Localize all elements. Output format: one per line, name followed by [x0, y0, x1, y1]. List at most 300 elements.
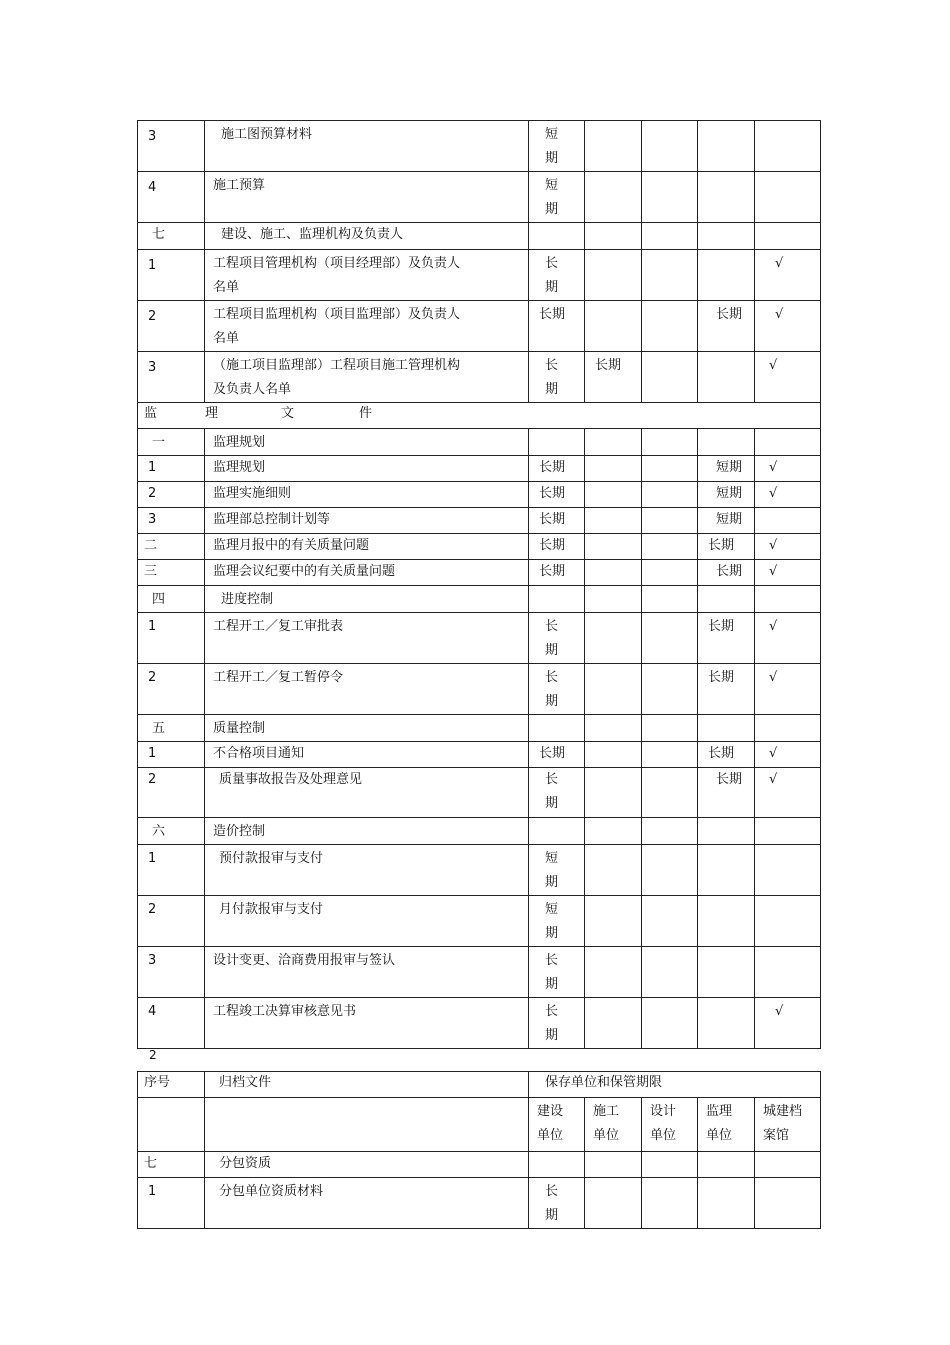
- city-archive-cell: [755, 429, 821, 456]
- seq-cell: [138, 715, 205, 742]
- doc-name-cell: [205, 456, 529, 482]
- supervisor-cell: [698, 508, 755, 534]
- cell-text: 长期: [716, 772, 743, 787]
- doc-name-cell: [205, 715, 529, 742]
- cell-text: 工程竣工决算审核意见书: [213, 1004, 357, 1019]
- cell-text: 长 期: [545, 256, 559, 295]
- cell-text: √: [775, 1004, 784, 1019]
- city-archive-cell: [755, 896, 821, 947]
- cell-text: （施工项目监理部）工程项目施工管理机构 及负责人名单: [213, 358, 461, 397]
- constructor-cell: [585, 223, 642, 250]
- builder-cell: [529, 301, 585, 352]
- cell-text: 监理规划: [213, 435, 266, 450]
- subheader-designer: 设计 单位: [642, 1098, 698, 1152]
- supervisor-cell: [698, 586, 755, 613]
- builder-cell: [529, 352, 585, 403]
- table-row: [138, 715, 821, 742]
- builder-cell: [529, 121, 585, 172]
- doc-name-cell: [205, 172, 529, 223]
- designer-cell: [642, 301, 698, 352]
- builder-cell: [529, 534, 585, 560]
- doc-name-cell: [205, 250, 529, 301]
- cell-text: 工程项目监理机构（项目监理部）及负责人 名单: [213, 307, 461, 346]
- cell-text: 3: [148, 953, 157, 968]
- cell-text: 1: [148, 258, 157, 273]
- builder-cell: [529, 250, 585, 301]
- cell-text: 长期: [539, 512, 566, 527]
- doc-name-cell: [205, 1178, 529, 1229]
- city-archive-cell: [755, 301, 821, 352]
- constructor-cell: [585, 1178, 642, 1229]
- supervisor-cell: [698, 845, 755, 896]
- cell-text: 短 期: [545, 902, 559, 941]
- cell-text: 七: [152, 227, 166, 242]
- builder-cell: [529, 664, 585, 715]
- cell-text: 监理部总控制计划等: [213, 512, 331, 527]
- builder-cell: [529, 896, 585, 947]
- cell-text: 四: [152, 592, 166, 607]
- cell-text: √: [769, 619, 778, 634]
- supervisor-cell: [698, 121, 755, 172]
- subheader-constructor: 施工 单位: [585, 1098, 642, 1152]
- cell-text: 长 期: [545, 1184, 559, 1223]
- designer-cell: [642, 250, 698, 301]
- seq-cell: [138, 508, 205, 534]
- seq-cell: [138, 250, 205, 301]
- cell-text: 短期: [716, 486, 743, 501]
- cell-text: 五: [152, 721, 166, 736]
- supervisor-cell: [698, 352, 755, 403]
- cell-text: 短 期: [545, 127, 559, 166]
- city-archive-cell: [755, 121, 821, 172]
- cell-text: 长期: [708, 746, 735, 761]
- doc-name-cell: [205, 768, 529, 818]
- designer-cell: [642, 947, 698, 998]
- retention-table-2: [137, 1071, 821, 1229]
- table-row: [138, 818, 821, 845]
- constructor-cell: [585, 613, 642, 664]
- cell-text: 短期: [716, 460, 743, 475]
- table-row: [138, 664, 821, 715]
- cell-text: √: [769, 486, 778, 501]
- table-row: [138, 250, 821, 301]
- cell-text: 1: [148, 746, 157, 761]
- doc-name-cell: [205, 482, 529, 508]
- city-archive-cell: [755, 768, 821, 818]
- section-title: [138, 403, 821, 429]
- builder-cell: [529, 768, 585, 818]
- subheader-row: [138, 1098, 821, 1152]
- cell-text: 2: [148, 772, 157, 787]
- supervisor-cell: [698, 947, 755, 998]
- supervisor-cell: [698, 1178, 755, 1229]
- cell-text: 六: [152, 824, 166, 839]
- header-seq: 序号: [138, 1072, 205, 1098]
- supervisor-cell: [698, 301, 755, 352]
- builder-cell: [529, 715, 585, 742]
- seq-cell: [138, 429, 205, 456]
- city-archive-cell: [755, 352, 821, 403]
- doc-name-cell: [205, 352, 529, 403]
- cell-text: 短 期: [545, 851, 559, 890]
- seq-cell: [138, 301, 205, 352]
- table-row: [138, 742, 821, 768]
- city-archive-cell: [755, 482, 821, 508]
- table-row: [138, 508, 821, 534]
- cell-text: √: [769, 358, 778, 373]
- retention-table-1: [137, 120, 821, 1049]
- builder-cell: [529, 560, 585, 586]
- table-row: [138, 998, 821, 1049]
- table-row: [138, 896, 821, 947]
- cell-text: 长 期: [545, 1004, 559, 1043]
- table-row: [138, 223, 821, 250]
- table-row: [138, 121, 821, 172]
- cell-text: √: [775, 256, 784, 271]
- seq-cell: [138, 947, 205, 998]
- cell-text: 长期: [716, 307, 743, 322]
- header-archive-doc: 归档文件: [205, 1072, 529, 1098]
- cell-text: 建设、施工、监理机构及负责人: [221, 227, 404, 242]
- seq-cell: [138, 1152, 205, 1178]
- supervisor-cell: [698, 456, 755, 482]
- designer-cell: [642, 482, 698, 508]
- doc-name-cell: [205, 223, 529, 250]
- constructor-cell: [585, 508, 642, 534]
- seq-cell: [138, 456, 205, 482]
- city-archive-cell: [755, 250, 821, 301]
- builder-cell: [529, 998, 585, 1049]
- cell-text: 1: [148, 1184, 157, 1199]
- supervisor-cell: [698, 998, 755, 1049]
- doc-name-cell: [205, 947, 529, 998]
- builder-cell: [529, 586, 585, 613]
- city-archive-cell: [755, 845, 821, 896]
- section-char: 文: [281, 406, 295, 421]
- constructor-cell: [585, 664, 642, 715]
- cell-text: 施工预算: [213, 178, 266, 193]
- cell-text: 月付款报审与支付: [219, 902, 324, 917]
- seq-cell: [138, 742, 205, 768]
- cell-text: 长期: [539, 460, 566, 475]
- table-row: [138, 301, 821, 352]
- cell-text: 4: [148, 1004, 157, 1019]
- city-archive-cell: [755, 947, 821, 998]
- constructor-cell: [585, 845, 642, 896]
- city-archive-cell: [755, 1152, 821, 1178]
- builder-cell: [529, 172, 585, 223]
- cell-text: 监理会议纪要中的有关质量问题: [213, 564, 396, 579]
- constructor-cell: [585, 947, 642, 998]
- supervisor-cell: [698, 172, 755, 223]
- builder-cell: [529, 1152, 585, 1178]
- designer-cell: [642, 1178, 698, 1229]
- designer-cell: [642, 121, 698, 172]
- supervisor-cell: [698, 613, 755, 664]
- supervisor-cell: [698, 664, 755, 715]
- cell-text: 长期: [708, 538, 735, 553]
- cell-text: √: [775, 307, 784, 322]
- designer-cell: [642, 896, 698, 947]
- doc-name-cell: [205, 429, 529, 456]
- city-archive-cell: [755, 613, 821, 664]
- cell-text: 一: [152, 435, 166, 450]
- cell-text: 长 期: [545, 619, 559, 658]
- table-row: [138, 947, 821, 998]
- section-char: 理: [205, 406, 219, 421]
- doc-name-cell: [205, 508, 529, 534]
- cell-text: 三: [144, 564, 158, 579]
- seq-cell: [138, 768, 205, 818]
- designer-cell: [642, 429, 698, 456]
- cell-text: 长期: [539, 564, 566, 579]
- doc-name-cell: [205, 818, 529, 845]
- designer-cell: [642, 845, 698, 896]
- builder-cell: [529, 223, 585, 250]
- seq-cell: [138, 896, 205, 947]
- table-row: [138, 534, 821, 560]
- cell-text: 监理月报中的有关质量问题: [213, 538, 370, 553]
- supervisor-cell: [698, 715, 755, 742]
- builder-cell: [529, 429, 585, 456]
- seq-cell: [138, 560, 205, 586]
- table-row: [138, 845, 821, 896]
- builder-cell: [529, 818, 585, 845]
- cell-text: 施工图预算材料: [221, 127, 313, 142]
- constructor-cell: [585, 818, 642, 845]
- table-row: [138, 768, 821, 818]
- constructor-cell: [585, 896, 642, 947]
- cell-text: 七: [144, 1156, 158, 1171]
- cell-text: 1: [148, 851, 157, 866]
- doc-name-cell: [205, 998, 529, 1049]
- city-archive-cell: [755, 456, 821, 482]
- doc-name-cell: [205, 613, 529, 664]
- designer-cell: [642, 223, 698, 250]
- cell-text: 工程开工／复工暂停令: [213, 670, 344, 685]
- cell-text: 2: [148, 670, 157, 685]
- doc-name-cell: [205, 586, 529, 613]
- city-archive-cell: [755, 715, 821, 742]
- table-row: [138, 560, 821, 586]
- designer-cell: [642, 508, 698, 534]
- city-archive-cell: [755, 1178, 821, 1229]
- cell-text: 分包单位资质材料: [219, 1184, 324, 1199]
- constructor-cell: [585, 998, 642, 1049]
- cell-text: 监理规划: [213, 460, 266, 475]
- cell-text: 进度控制: [221, 592, 274, 607]
- cell-text: 4: [148, 180, 157, 195]
- section-row-supervision-docs: [138, 403, 821, 429]
- constructor-cell: [585, 534, 642, 560]
- seq-cell: [138, 121, 205, 172]
- cell-text: 长期: [708, 619, 735, 634]
- subheader-builder: 建设 单位: [529, 1098, 585, 1152]
- seq-cell: [138, 352, 205, 403]
- doc-name-cell: [205, 121, 529, 172]
- cell-text: √: [769, 538, 778, 553]
- builder-cell: [529, 845, 585, 896]
- doc-name-cell: [205, 742, 529, 768]
- header-row: [138, 1072, 821, 1098]
- subheader-city-archive: 城建档 案馆: [755, 1098, 821, 1152]
- cell-text: 工程开工／复工审批表: [213, 619, 344, 634]
- section-char: 监: [144, 406, 158, 421]
- designer-cell: [642, 742, 698, 768]
- cell-text: √: [769, 772, 778, 787]
- designer-cell: [642, 1152, 698, 1178]
- constructor-cell: [585, 1152, 642, 1178]
- designer-cell: [642, 534, 698, 560]
- constructor-cell: [585, 429, 642, 456]
- constructor-cell: [585, 742, 642, 768]
- cell-text: 长期: [539, 746, 566, 761]
- cell-text: 长期: [539, 486, 566, 501]
- seq-cell: [138, 845, 205, 896]
- builder-cell: [529, 1178, 585, 1229]
- subheader-supervisor: 监理 单位: [698, 1098, 755, 1152]
- cell-text: 分包资质: [219, 1156, 272, 1171]
- seq-cell: [138, 482, 205, 508]
- cell-text: √: [769, 670, 778, 685]
- doc-name-cell: [205, 896, 529, 947]
- table-row: [138, 352, 821, 403]
- city-archive-cell: [755, 560, 821, 586]
- subheader-empty: [138, 1098, 205, 1152]
- builder-cell: [529, 482, 585, 508]
- designer-cell: [642, 456, 698, 482]
- designer-cell: [642, 715, 698, 742]
- designer-cell: [642, 586, 698, 613]
- constructor-cell: [585, 586, 642, 613]
- constructor-cell: [585, 715, 642, 742]
- cell-text: 工程项目管理机构（项目经理部）及负责人 名单: [213, 256, 461, 295]
- doc-name-cell: [205, 845, 529, 896]
- seq-cell: [138, 664, 205, 715]
- cell-text: 长期: [708, 670, 735, 685]
- table-row: [138, 456, 821, 482]
- builder-cell: [529, 456, 585, 482]
- seq-cell: [138, 998, 205, 1049]
- city-archive-cell: [755, 223, 821, 250]
- cell-text: 3: [148, 512, 157, 527]
- supervisor-cell: [698, 223, 755, 250]
- constructor-cell: [585, 121, 642, 172]
- supervisor-cell: [698, 482, 755, 508]
- cell-text: 2: [148, 309, 157, 324]
- cell-text: √: [769, 460, 778, 475]
- supervisor-cell: [698, 742, 755, 768]
- cell-text: 长期: [539, 538, 566, 553]
- table-row: [138, 172, 821, 223]
- city-archive-cell: [755, 508, 821, 534]
- supervisor-cell: [698, 560, 755, 586]
- constructor-cell: [585, 301, 642, 352]
- supervisor-cell: [698, 1152, 755, 1178]
- cell-text: 长期: [716, 564, 743, 579]
- designer-cell: [642, 818, 698, 845]
- builder-cell: [529, 613, 585, 664]
- cell-text: 短 期: [545, 178, 559, 217]
- cell-text: 2: [148, 902, 157, 917]
- designer-cell: [642, 664, 698, 715]
- constructor-cell: [585, 482, 642, 508]
- constructor-cell: [585, 250, 642, 301]
- subheader-empty: [205, 1098, 529, 1152]
- constructor-cell: [585, 560, 642, 586]
- cell-text: 3: [148, 360, 157, 375]
- constructor-cell: [585, 456, 642, 482]
- cell-text: 长 期: [545, 670, 559, 709]
- cell-text: 长期: [595, 358, 622, 373]
- constructor-cell: [585, 768, 642, 818]
- doc-name-cell: [205, 301, 529, 352]
- seq-cell: [138, 586, 205, 613]
- cell-text: 质量事故报告及处理意见: [219, 772, 363, 787]
- section-char: 件: [359, 406, 373, 421]
- table-row: [138, 429, 821, 456]
- table-row: [138, 613, 821, 664]
- table-row: [138, 482, 821, 508]
- cell-text: 长 期: [545, 772, 559, 811]
- city-archive-cell: [755, 172, 821, 223]
- city-archive-cell: [755, 742, 821, 768]
- cell-text: 长 期: [545, 953, 559, 992]
- cell-text: 长 期: [545, 358, 559, 397]
- city-archive-cell: [755, 534, 821, 560]
- cell-text: 二: [144, 538, 158, 553]
- seq-cell: [138, 172, 205, 223]
- seq-cell: [138, 1178, 205, 1229]
- cell-text: √: [769, 746, 778, 761]
- doc-name-cell: [205, 664, 529, 715]
- cell-text: 3: [148, 129, 157, 144]
- cell-text: √: [769, 564, 778, 579]
- seq-cell: [138, 818, 205, 845]
- city-archive-cell: [755, 586, 821, 613]
- constructor-cell: [585, 352, 642, 403]
- builder-cell: [529, 742, 585, 768]
- seq-cell: [138, 613, 205, 664]
- cell-text: 设计变更、洽商费用报审与签认: [213, 953, 396, 968]
- supervisor-cell: [698, 818, 755, 845]
- seq-cell: [138, 223, 205, 250]
- cell-text: 1: [148, 619, 157, 634]
- page-number: 2: [149, 1048, 157, 1062]
- seq-cell: [138, 534, 205, 560]
- supervisor-cell: [698, 250, 755, 301]
- constructor-cell: [585, 172, 642, 223]
- cell-text: 监理实施细则: [213, 486, 292, 501]
- supervisor-cell: [698, 534, 755, 560]
- city-archive-cell: [755, 664, 821, 715]
- designer-cell: [642, 560, 698, 586]
- cell-text: 质量控制: [213, 721, 266, 736]
- designer-cell: [642, 352, 698, 403]
- doc-name-cell: [205, 560, 529, 586]
- doc-name-cell: [205, 534, 529, 560]
- builder-cell: [529, 508, 585, 534]
- cell-text: 造价控制: [213, 824, 266, 839]
- header-retention-group: 保存单位和保管期限: [529, 1072, 821, 1098]
- supervisor-cell: [698, 429, 755, 456]
- builder-cell: [529, 947, 585, 998]
- city-archive-cell: [755, 818, 821, 845]
- cell-text: 不合格项目通知: [213, 746, 305, 761]
- cell-text: 短期: [716, 512, 743, 527]
- cell-text: 1: [148, 460, 157, 475]
- table-row: [138, 1178, 821, 1229]
